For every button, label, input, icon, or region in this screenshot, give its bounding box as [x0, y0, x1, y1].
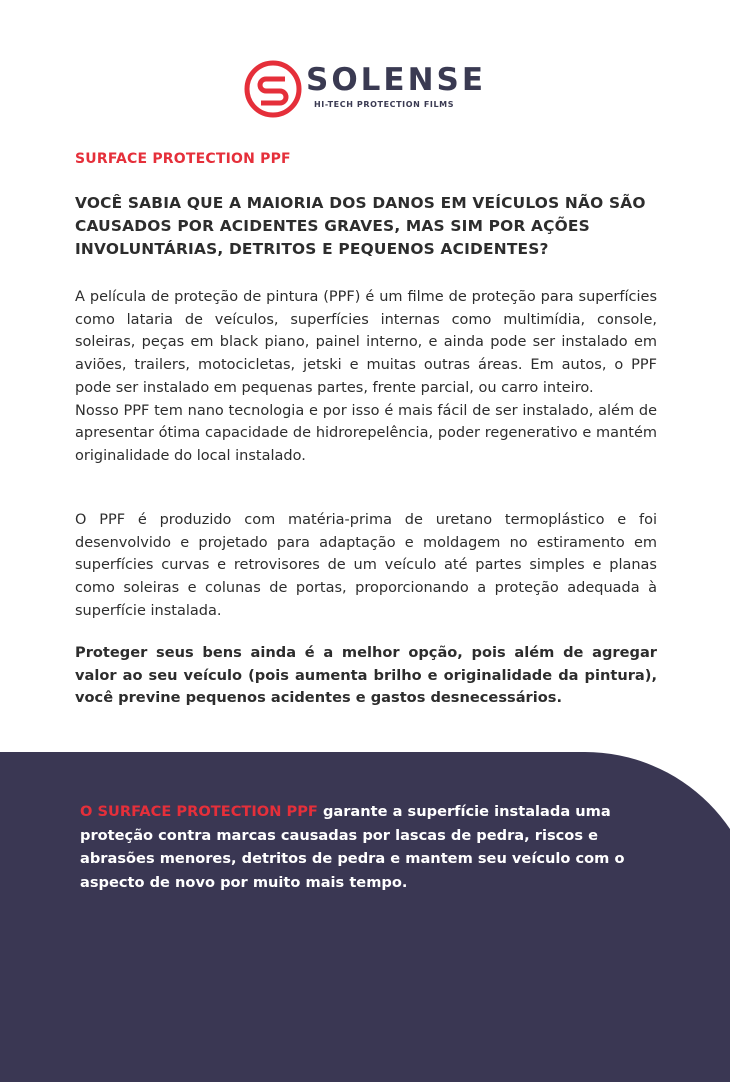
- brand-logo: [244, 60, 494, 120]
- logo-emblem-icon: [244, 60, 302, 118]
- paragraph-benefits: Proteger seus bens ainda é a melhor opção, pois além de agregar valor ao seu veículo (pois aumenta brilho e originalidade da pintura), você previne pequenos acidentes e gastos desnecessários.: [75, 644, 657, 707]
- logo-wordmark: SOLENSE: [306, 62, 487, 98]
- panel-text: [80, 800, 660, 894]
- panel-highlight: O SURFACE PROTECTION PPF: [80, 803, 318, 820]
- section-title: SURFACE PROTECTION PPF: [75, 151, 291, 167]
- logo-tagline: HI-TECH PROTECTION FILMS: [314, 100, 455, 109]
- paragraph-nano-technology: Nosso PPF tem nano tecnologia e por isso é mais fácil de ser instalado, além de apresentar ótima capacidade de hidrorepelência, poder regenerativo e mantém originalidade do local instalado.: [75, 402, 657, 464]
- paragraph-ppf-definition: A película de proteção de pintura (PPF) é um filme de proteção para superfícies como lataria de veículos, superfícies internas como multimídia, console, soleiras, peças em black piano, painel interno, e ainda pode ser instalado em aviões, trailers, motocicletas, jetski e muitas outras áreas. Em autos, o PPF pode ser instalado em pequenas partes, frente parcial, ou carro inteiro.: [75, 289, 657, 396]
- panel-body: garante a superfície instalada uma proteção contra marcas causadas por lascas de pedra, riscos e abrasões menores, detritos de pedra e mantem seu veículo com o aspecto de novo por muito mais tempo.: [80, 803, 625, 891]
- paragraph-material: O PPF é produzido com matéria-prima de uretano termoplástico e foi desenvolvido e projetado para adaptação e moldagem no estiramento em superfícies curvas e retrovisores de um veículo até partes simples e planas como soleiras e colunas de portas, proporcionando a proteção adequada à superfície instalada.: [75, 512, 657, 619]
- paragraph-intro: [75, 286, 657, 468]
- headline: VOCÊ SABIA QUE A MAIORIA DOS DANOS EM VEÍCULOS NÃO SÃO CAUSADOS POR ACIDENTES GRAVES, MAS SIM POR AÇÕES INVOLUNTÁRIAS, DETRITOS E PEQUENOS ACIDENTES?: [75, 194, 646, 258]
